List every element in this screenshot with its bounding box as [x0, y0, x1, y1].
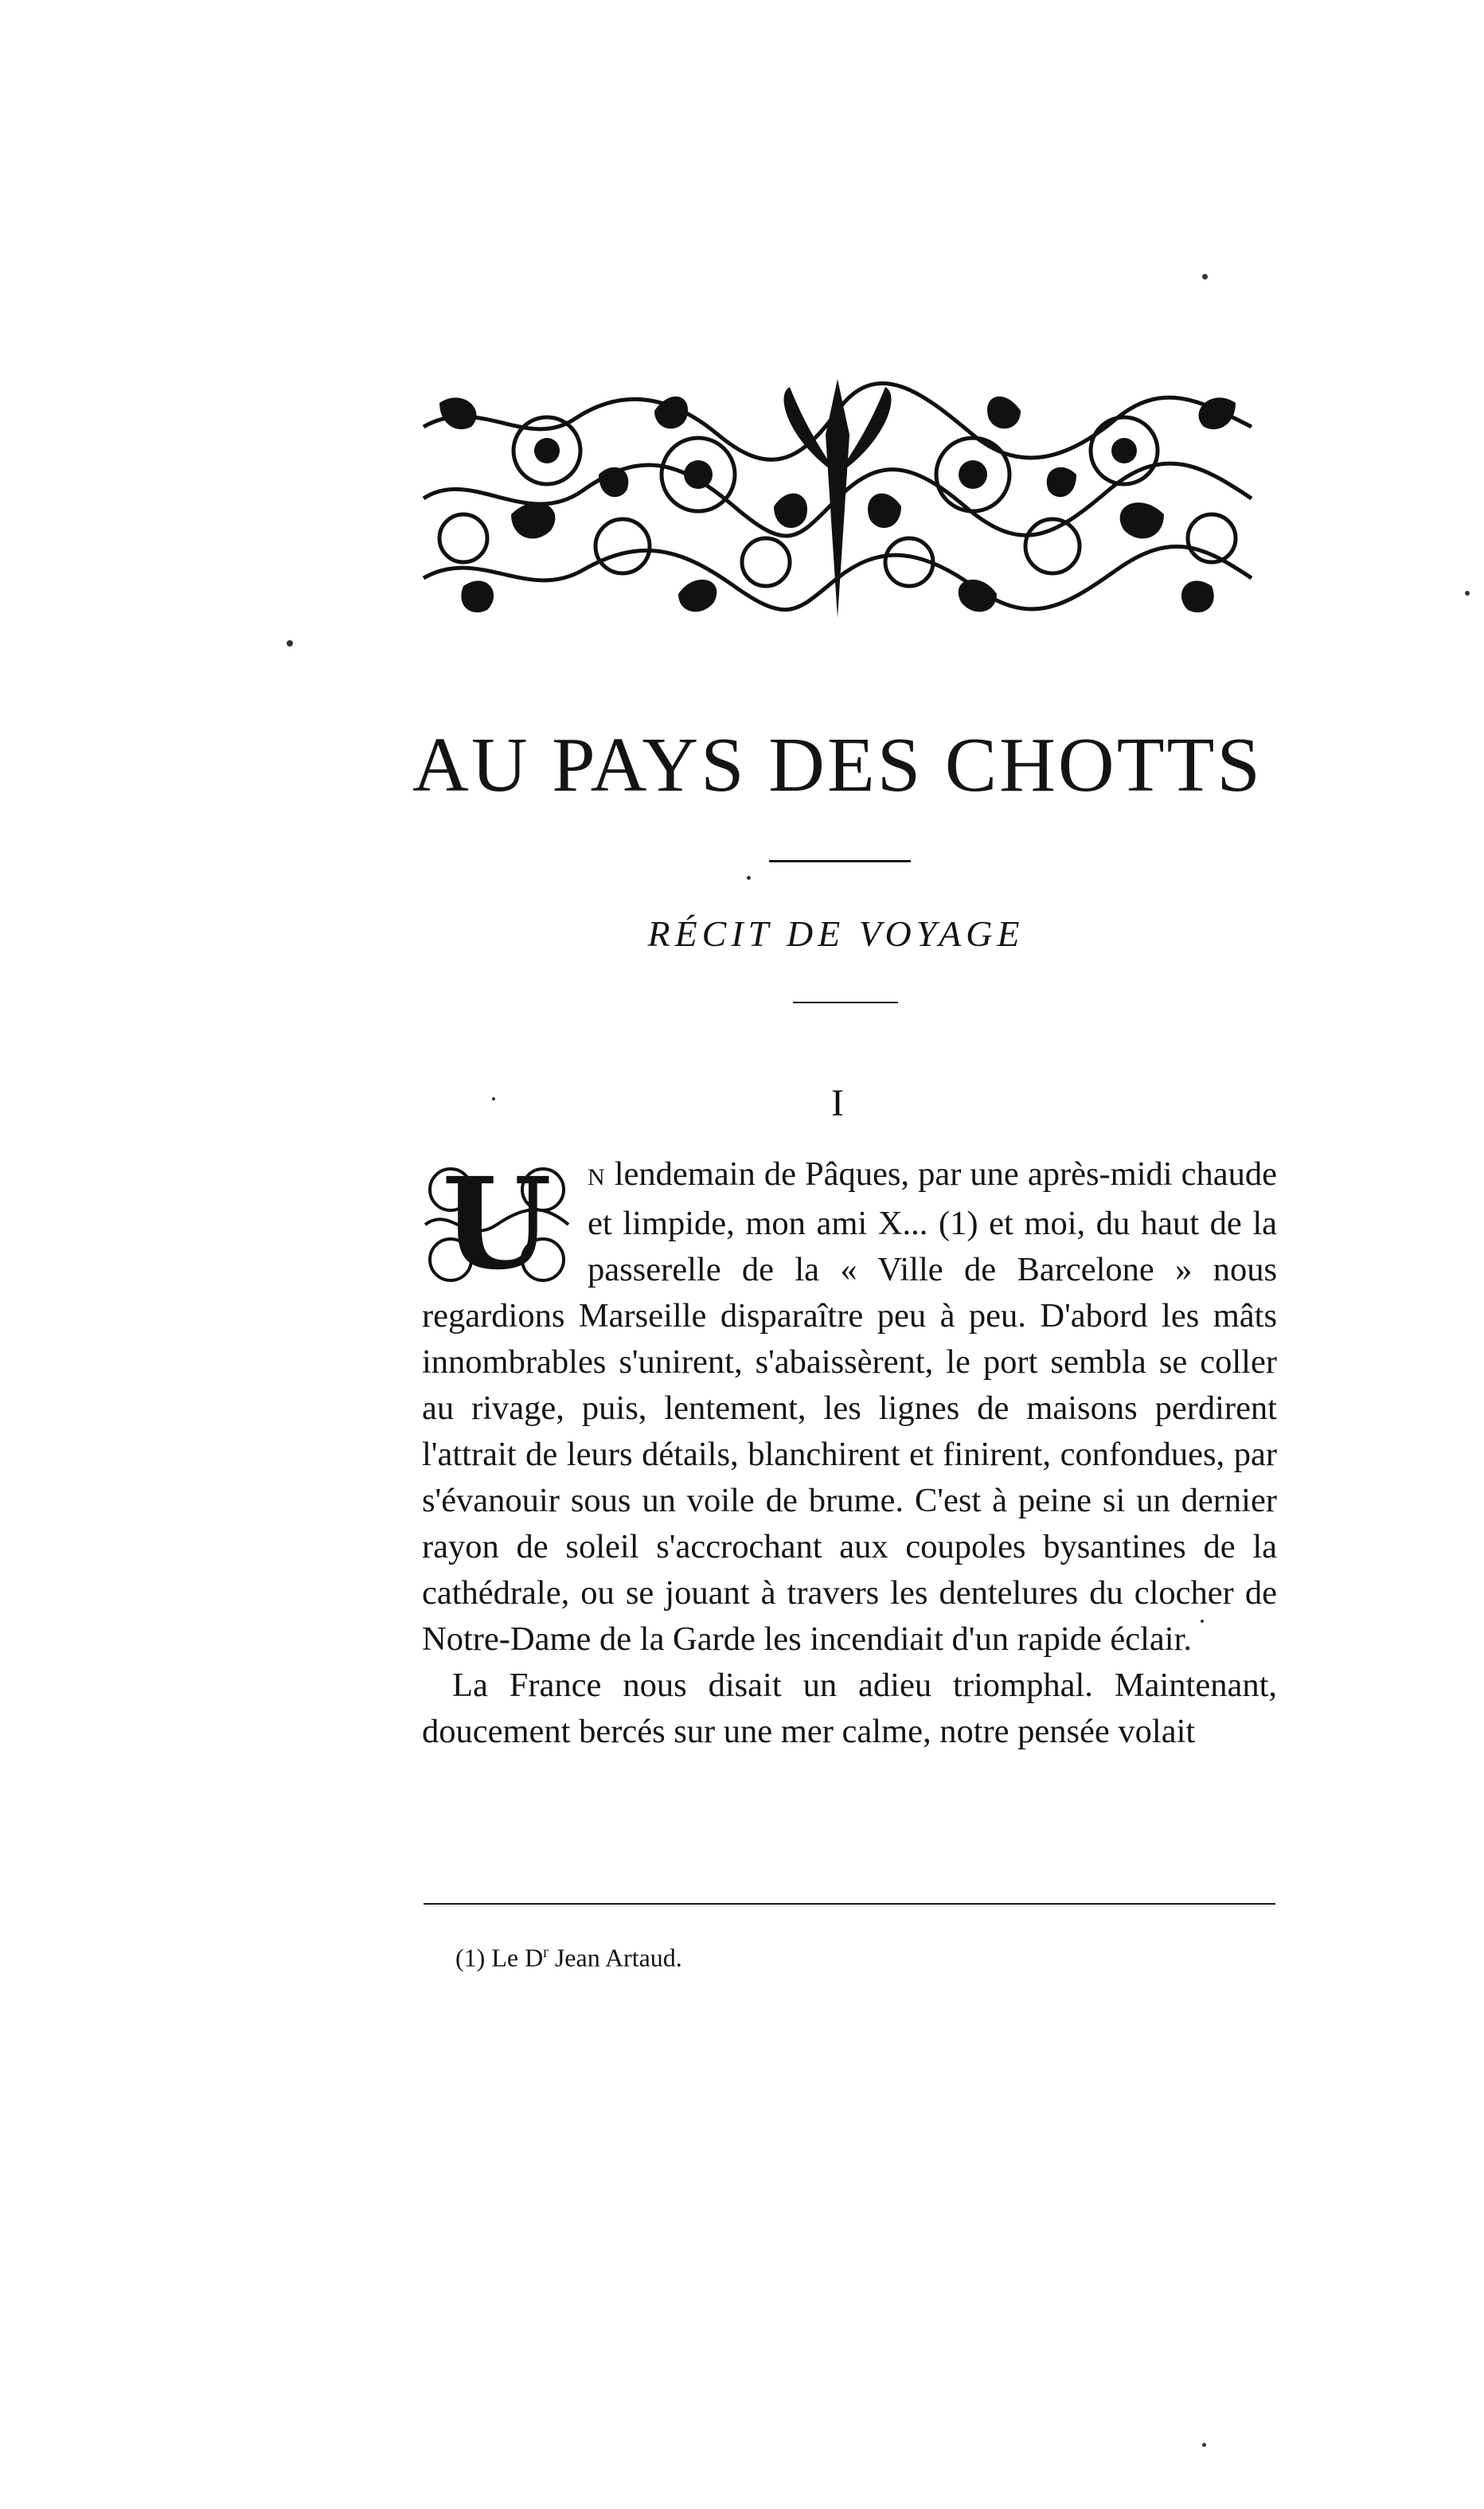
footnote	[455, 1944, 682, 1971]
title-rule	[769, 860, 911, 862]
book-title: AU PAYS DES CHOTTS	[412, 722, 1263, 808]
footnote-text-after: Jean Artaud.	[548, 1943, 682, 1972]
drop-cap	[419, 1151, 575, 1298]
paragraph-2: La France nous disait un adieu triomphal. Maintenant, doucement bercés sur une mer calme, notre pensée volait	[422, 1667, 1277, 1750]
drop-cap-letter: U	[442, 1151, 552, 1298]
scan-speck	[492, 1097, 495, 1100]
scan-speck	[747, 876, 751, 880]
footnote-text-before: Le D	[491, 1943, 544, 1972]
scan-speck	[1202, 2443, 1206, 2447]
footnote-marker: (1)	[455, 1943, 486, 1972]
scan-speck	[1201, 1620, 1204, 1623]
paragraph-1	[422, 1151, 1277, 1663]
scan-speck	[1465, 591, 1470, 596]
paragraph-1-text: lendemain de Pâques, par une après-midi chaude et limpide, mon ami X... (1) et moi, du haut de la passerelle de la « Ville de Barcelone » nous regardions Marseille disparaître peu à peu. D'abord les mâts innombrables s'unirent, s'abaissèrent, le port sembla se coller au rivage, puis, lentement, les lignes de maisons perdirent l'attrait de leurs détails, blanchirent et finirent, confondues, par s'évanouir sous un voile de brume. C'est à peine si un dernier rayon de soleil s'accrochant aux coupoles bysantines de la cathédrale, ou se jouant à travers les dentelures du clocher de Notre-Dame de la Garde les incendiait d'un rapide éclair.	[422, 1155, 1277, 1658]
footnote-rule	[424, 1903, 1275, 1905]
body-text	[422, 1151, 1277, 1755]
chapter-number: I	[831, 1082, 844, 1124]
scan-speck	[1202, 274, 1208, 279]
footnote-superscript: r	[543, 1944, 549, 1961]
scan-speck	[287, 640, 293, 647]
book-subtitle: RÉCIT DE VOYAGE	[647, 913, 1025, 954]
ornamental-headpiece	[416, 379, 1259, 619]
subtitle-rule	[793, 1002, 898, 1003]
first-word-rest: N	[588, 1164, 606, 1190]
